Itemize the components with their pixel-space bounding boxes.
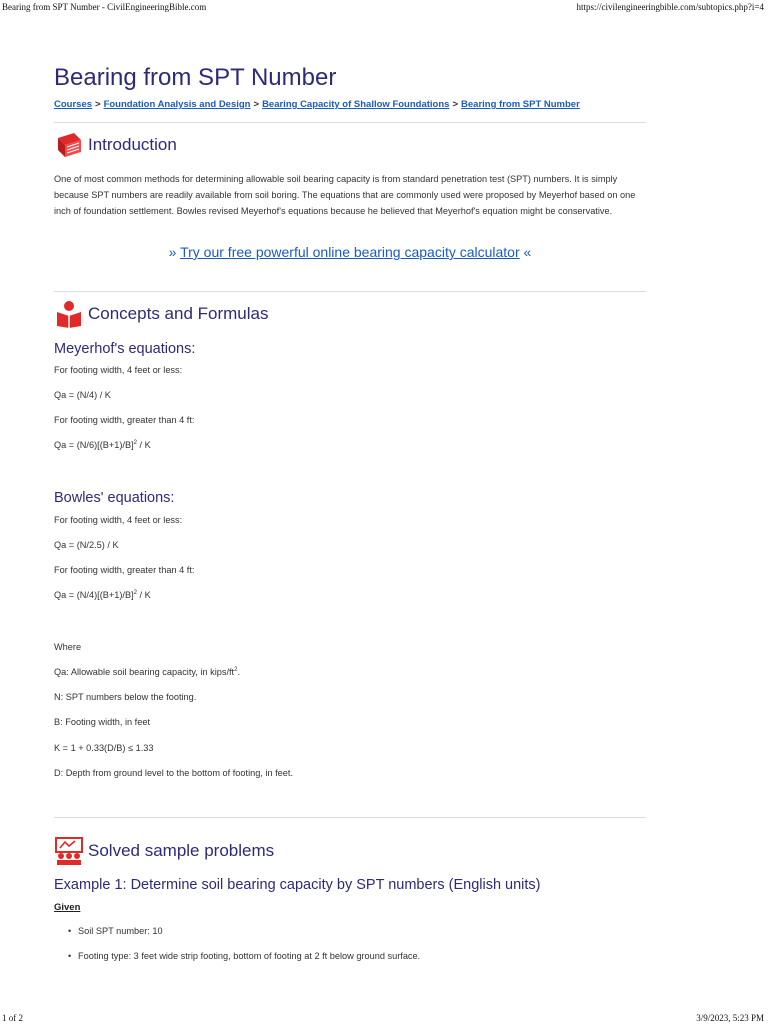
- meyerhof-heading: Meyerhof's equations:: [54, 341, 196, 357]
- introduction-text: One of most common methods for determining allowable soil bearing capacity is from standard penetration test (SPT) numbers. It is simply because SPT numbers are readily available from soil boring. The equations that are commonly used were proposed by Meyerhof based on one inch of foundation settlement. Bowles revised Meyerhof's equations because he believed that Meyerhof's equation might be conservative.: [54, 174, 636, 217]
- print-footer: [0, 1013, 768, 1025]
- cta-suffix: «: [523, 244, 532, 260]
- concepts-heading-row: [54, 297, 268, 331]
- cta-prefix: »: [168, 244, 177, 260]
- qa-text: Qa: Allowable soil bearing capacity, in kips/ft: [54, 667, 235, 678]
- concepts-heading: Concepts and Formulas: [88, 304, 269, 323]
- bowles-case2-label: For footing width, greater than 4 ft:: [54, 565, 195, 575]
- breadcrumb: [54, 99, 580, 110]
- given-label: Given: [54, 902, 81, 913]
- formula-tail: / K: [137, 440, 151, 451]
- solved-heading-row: [54, 834, 274, 868]
- page-title: Bearing from SPT Number: [54, 64, 337, 91]
- reading-person-icon: [54, 299, 84, 329]
- book-icon: [54, 130, 84, 160]
- qa-exponent: 2: [234, 667, 238, 673]
- breadcrumb-bearing-capacity-shallow[interactable]: Bearing Capacity of Shallow Foundations: [262, 99, 450, 110]
- where-qa: [54, 667, 240, 677]
- meyerhof-case2-formula: [54, 440, 151, 450]
- breadcrumb-separator: >: [253, 99, 260, 110]
- example-title: Example 1: Determine soil bearing capacity by SPT numbers (English units): [54, 877, 541, 893]
- meyerhof-case1-formula: Qa = (N/4) / K: [54, 390, 111, 400]
- page-number: 1 of 2: [2, 1013, 23, 1023]
- formula-exponent: 2: [133, 590, 137, 596]
- bowles-case2-formula: [54, 590, 151, 600]
- where-label: Where: [54, 642, 82, 652]
- breadcrumb-courses[interactable]: Courses: [54, 99, 93, 110]
- formula-tail: / K: [137, 590, 151, 601]
- qa-tail: .: [237, 667, 241, 678]
- list-item: • Soil SPT number: 10: [54, 926, 420, 951]
- breadcrumb-foundation-analysis[interactable]: Foundation Analysis and Design: [103, 99, 251, 110]
- meyerhof-case1-label: For footing width, 4 feet or less:: [54, 365, 183, 375]
- formula-exponent: 2: [133, 440, 137, 446]
- bowles-case1-formula: Qa = (N/2.5) / K: [54, 540, 119, 550]
- introduction-heading-row: [54, 128, 177, 162]
- classroom-icon: [54, 836, 84, 866]
- print-header-title: Bearing from SPT Number - CivilEngineeringBible.com: [2, 2, 207, 12]
- given-list: [54, 926, 420, 976]
- print-header: [0, 2, 768, 14]
- breadcrumb-separator: >: [452, 99, 459, 110]
- print-header-url: https://civilengineeringbible.com/subtopics.php?i=4: [576, 2, 764, 12]
- where-d: D: Depth from ground level to the bottom of footing, in feet.: [54, 768, 294, 778]
- bowles-case1-label: For footing width, 4 feet or less:: [54, 515, 183, 525]
- formula-text: Qa = (N/6)[(B+1)/B]: [54, 440, 134, 451]
- breadcrumb-separator: >: [95, 99, 101, 110]
- breadcrumb-bearing-spt[interactable]: Bearing from SPT Number: [461, 99, 580, 110]
- meyerhof-case2-label: For footing width, greater than 4 ft:: [54, 415, 195, 425]
- calculator-link[interactable]: Try our free powerful online bearing capacity calculator: [180, 244, 520, 260]
- where-n: N: SPT numbers below the footing.: [54, 692, 197, 702]
- calculator-cta: [54, 244, 646, 260]
- bowles-heading: Bowles' equations:: [54, 490, 175, 506]
- list-item: • Footing type: 3 feet wide strip footing, bottom of footing at 2 ft below ground surface.: [54, 951, 420, 976]
- where-b: B: Footing width, in feet: [54, 717, 151, 727]
- where-k: K = 1 + 0.33(D/B) ≤ 1.33: [54, 743, 154, 753]
- divider: [54, 291, 646, 292]
- divider: [54, 122, 646, 123]
- divider: [54, 817, 646, 818]
- formula-text: Qa = (N/4)[(B+1)/B]: [54, 590, 134, 601]
- introduction-heading: Introduction: [88, 135, 177, 154]
- print-timestamp: 3/9/2023, 5:23 PM: [696, 1013, 764, 1023]
- solved-heading: Solved sample problems: [88, 841, 275, 860]
